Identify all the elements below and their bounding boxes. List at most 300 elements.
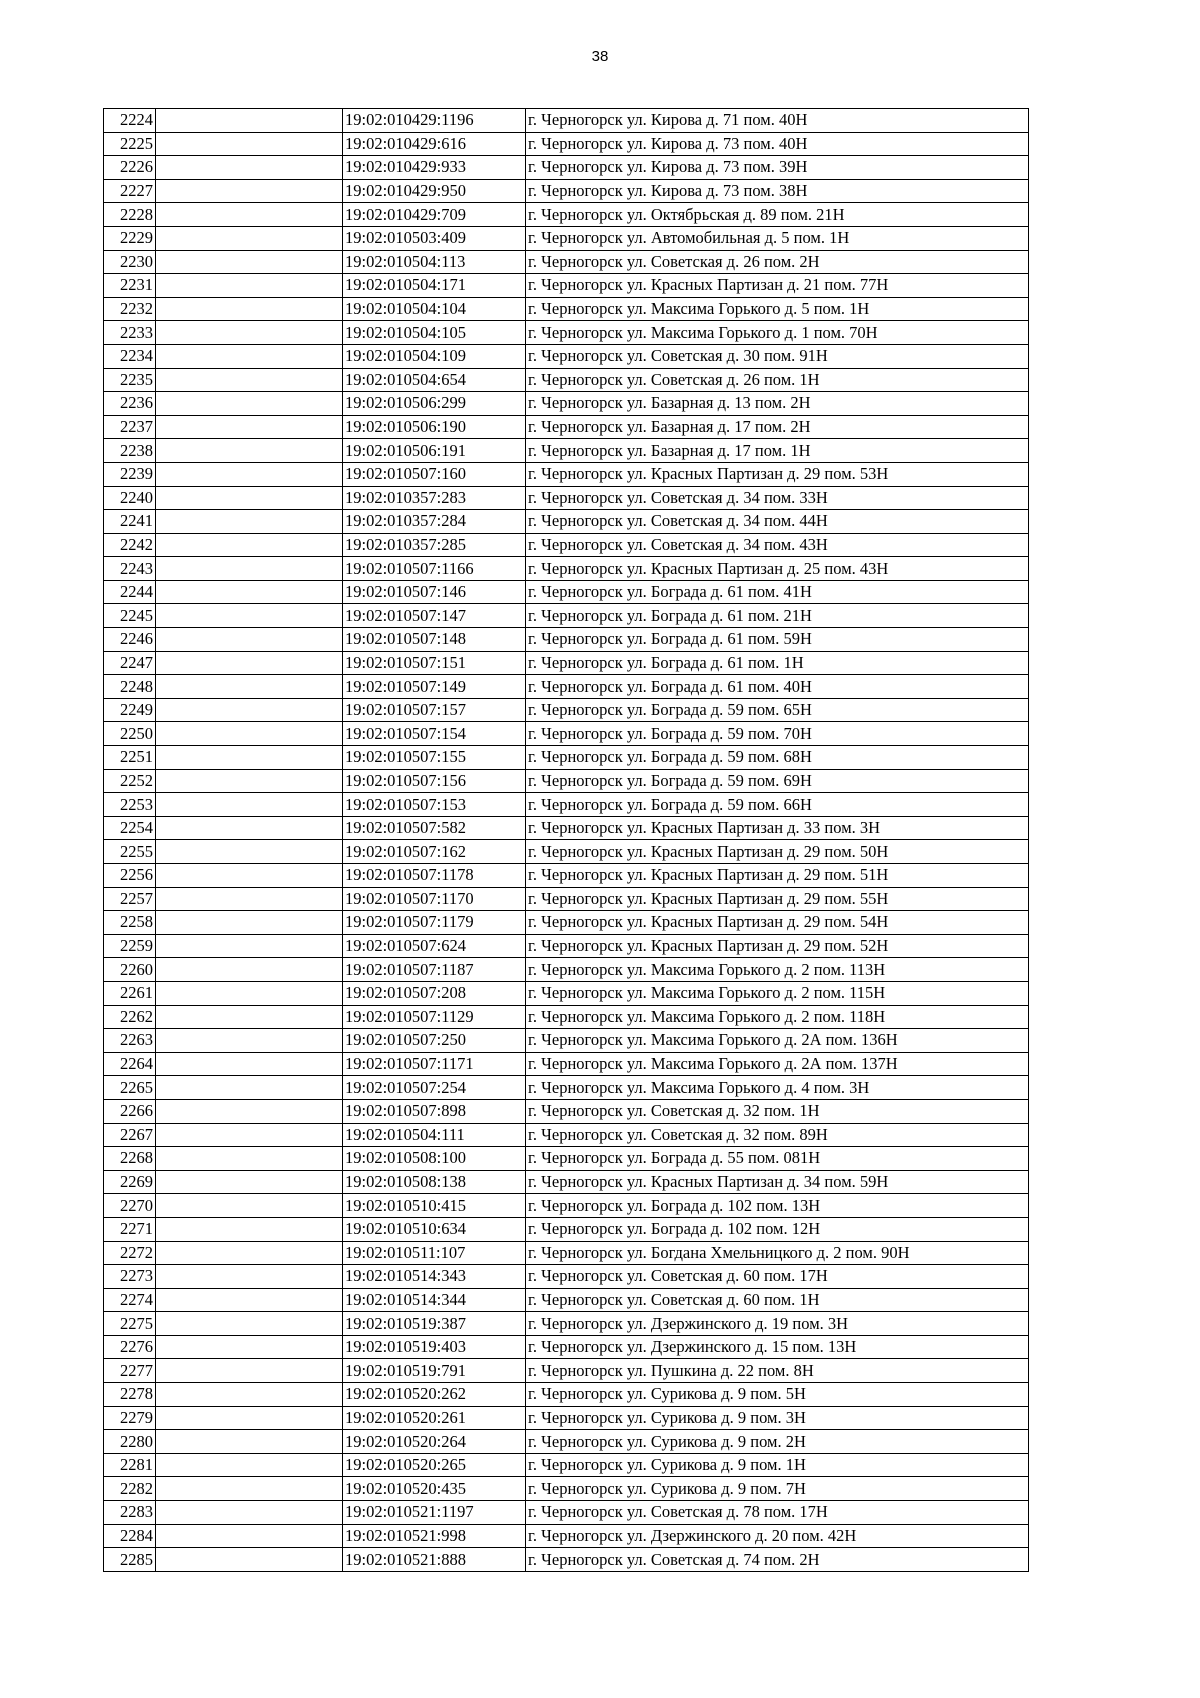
address-cell: г. Черногорск ул. Максима Горького д. 2 пом. 115Н <box>526 981 1029 1005</box>
table-row <box>104 226 1029 250</box>
row-number-cell: 2273 <box>104 1265 156 1289</box>
address-cell: г. Черногорск ул. Дзержинского д. 15 пом. 13Н <box>526 1335 1029 1359</box>
property-table <box>103 108 1029 1572</box>
table-row <box>104 179 1029 203</box>
row-number-cell: 2279 <box>104 1406 156 1430</box>
cadastral-number-cell: 19:02:010507:582 <box>343 816 526 840</box>
table-row <box>104 321 1029 345</box>
row-number-cell: 2241 <box>104 510 156 534</box>
row-number-cell: 2224 <box>104 109 156 133</box>
row-number-cell: 2260 <box>104 958 156 982</box>
address-cell: г. Черногорск ул. Дзержинского д. 19 пом. 3Н <box>526 1312 1029 1336</box>
table-row <box>104 1453 1029 1477</box>
blank-cell <box>156 1076 343 1100</box>
table-row <box>104 1312 1029 1336</box>
cadastral-number-cell: 19:02:010507:147 <box>343 604 526 628</box>
row-number-cell: 2237 <box>104 415 156 439</box>
row-number-cell: 2248 <box>104 675 156 699</box>
cadastral-number-cell: 19:02:010521:888 <box>343 1548 526 1572</box>
blank-cell <box>156 1029 343 1053</box>
cadastral-number-cell: 19:02:010429:950 <box>343 179 526 203</box>
table-row <box>104 1335 1029 1359</box>
table-row <box>104 344 1029 368</box>
cadastral-number-cell: 19:02:010429:709 <box>343 203 526 227</box>
cadastral-number-cell: 19:02:010507:898 <box>343 1099 526 1123</box>
blank-cell <box>156 1335 343 1359</box>
cadastral-number-cell: 19:02:010507:1129 <box>343 1005 526 1029</box>
blank-cell <box>156 1052 343 1076</box>
address-cell: г. Черногорск ул. Дзержинского д. 20 пом. 42Н <box>526 1524 1029 1548</box>
blank-cell <box>156 179 343 203</box>
address-cell: г. Черногорск ул. Бограда д. 102 пом. 12Н <box>526 1217 1029 1241</box>
table-row <box>104 439 1029 463</box>
blank-cell <box>156 368 343 392</box>
table-row <box>104 250 1029 274</box>
blank-cell <box>156 1406 343 1430</box>
row-number-cell: 2271 <box>104 1217 156 1241</box>
table-row <box>104 1359 1029 1383</box>
blank-cell <box>156 462 343 486</box>
row-number-cell: 2285 <box>104 1548 156 1572</box>
row-number-cell: 2278 <box>104 1383 156 1407</box>
blank-cell <box>156 392 343 416</box>
blank-cell <box>156 604 343 628</box>
cadastral-number-cell: 19:02:010514:344 <box>343 1288 526 1312</box>
cadastral-number-cell: 19:02:010504:171 <box>343 274 526 298</box>
table-row <box>104 864 1029 888</box>
cadastral-number-cell: 19:02:010519:387 <box>343 1312 526 1336</box>
table-row <box>104 510 1029 534</box>
address-cell: г. Черногорск ул. Бограда д. 61 пом. 41Н <box>526 580 1029 604</box>
cadastral-number-cell: 19:02:010507:156 <box>343 769 526 793</box>
address-cell: г. Черногорск ул. Красных Партизан д. 21 пом. 77Н <box>526 274 1029 298</box>
table-row <box>104 132 1029 156</box>
blank-cell <box>156 510 343 534</box>
address-cell: г. Черногорск ул. Бограда д. 102 пом. 13Н <box>526 1194 1029 1218</box>
table-row <box>104 1477 1029 1501</box>
blank-cell <box>156 156 343 180</box>
row-number-cell: 2235 <box>104 368 156 392</box>
address-cell: г. Черногорск ул. Красных Партизан д. 29 пом. 51Н <box>526 864 1029 888</box>
row-number-cell: 2252 <box>104 769 156 793</box>
blank-cell <box>156 981 343 1005</box>
table-row <box>104 156 1029 180</box>
cadastral-number-cell: 19:02:010503:409 <box>343 226 526 250</box>
table-row <box>104 1241 1029 1265</box>
cadastral-number-cell: 19:02:010519:403 <box>343 1335 526 1359</box>
cadastral-number-cell: 19:02:010429:1196 <box>343 109 526 133</box>
address-cell: г. Черногорск ул. Сурикова д. 9 пом. 7Н <box>526 1477 1029 1501</box>
cadastral-number-cell: 19:02:010510:415 <box>343 1194 526 1218</box>
row-number-cell: 2270 <box>104 1194 156 1218</box>
address-cell: г. Черногорск ул. Сурикова д. 9 пом. 2Н <box>526 1430 1029 1454</box>
table-row <box>104 415 1029 439</box>
table-row <box>104 1265 1029 1289</box>
row-number-cell: 2277 <box>104 1359 156 1383</box>
address-cell: г. Черногорск ул. Базарная д. 17 пом. 1Н <box>526 439 1029 463</box>
cadastral-number-cell: 19:02:010507:157 <box>343 698 526 722</box>
cadastral-number-cell: 19:02:010507:160 <box>343 462 526 486</box>
blank-cell <box>156 1241 343 1265</box>
address-cell: г. Черногорск ул. Автомобильная д. 5 пом. 1Н <box>526 226 1029 250</box>
row-number-cell: 2266 <box>104 1099 156 1123</box>
row-number-cell: 2272 <box>104 1241 156 1265</box>
row-number-cell: 2236 <box>104 392 156 416</box>
address-cell: г. Черногорск ул. Кирова д. 73 пом. 38Н <box>526 179 1029 203</box>
cadastral-number-cell: 19:02:010507:146 <box>343 580 526 604</box>
row-number-cell: 2261 <box>104 981 156 1005</box>
blank-cell <box>156 344 343 368</box>
blank-cell <box>156 746 343 770</box>
table-row <box>104 911 1029 935</box>
blank-cell <box>156 1170 343 1194</box>
cadastral-number-cell: 19:02:010429:933 <box>343 156 526 180</box>
cadastral-number-cell: 19:02:010507:155 <box>343 746 526 770</box>
blank-cell <box>156 1005 343 1029</box>
row-number-cell: 2232 <box>104 297 156 321</box>
row-number-cell: 2274 <box>104 1288 156 1312</box>
blank-cell <box>156 1265 343 1289</box>
row-number-cell: 2282 <box>104 1477 156 1501</box>
table-row <box>104 604 1029 628</box>
address-cell: г. Черногорск ул. Красных Партизан д. 29 пом. 50Н <box>526 840 1029 864</box>
table-row <box>104 651 1029 675</box>
address-cell: г. Черногорск ул. Бограда д. 59 пом. 69Н <box>526 769 1029 793</box>
address-cell: г. Черногорск ул. Красных Партизан д. 29 пом. 54Н <box>526 911 1029 935</box>
table-row <box>104 203 1029 227</box>
address-cell: г. Черногорск ул. Советская д. 26 пом. 2Н <box>526 250 1029 274</box>
blank-cell <box>156 250 343 274</box>
address-cell: г. Черногорск ул. Красных Партизан д. 29 пом. 55Н <box>526 887 1029 911</box>
table-row <box>104 1099 1029 1123</box>
cadastral-number-cell: 19:02:010520:262 <box>343 1383 526 1407</box>
table-row <box>104 580 1029 604</box>
cadastral-number-cell: 19:02:010521:1197 <box>343 1501 526 1525</box>
cadastral-number-cell: 19:02:010507:151 <box>343 651 526 675</box>
address-cell: г. Черногорск ул. Бограда д. 59 пом. 68Н <box>526 746 1029 770</box>
row-number-cell: 2283 <box>104 1501 156 1525</box>
address-cell: г. Черногорск ул. Кирова д. 73 пом. 40Н <box>526 132 1029 156</box>
page-number: 38 <box>591 48 609 65</box>
address-cell: г. Черногорск ул. Максима Горького д. 1 пом. 70Н <box>526 321 1029 345</box>
table-row <box>104 486 1029 510</box>
cadastral-number-cell: 19:02:010507:153 <box>343 793 526 817</box>
blank-cell <box>156 628 343 652</box>
row-number-cell: 2257 <box>104 887 156 911</box>
cadastral-number-cell: 19:02:010357:285 <box>343 533 526 557</box>
cadastral-number-cell: 19:02:010506:190 <box>343 415 526 439</box>
blank-cell <box>156 1288 343 1312</box>
row-number-cell: 2233 <box>104 321 156 345</box>
row-number-cell: 2242 <box>104 533 156 557</box>
blank-cell <box>156 1312 343 1336</box>
row-number-cell: 2275 <box>104 1312 156 1336</box>
cadastral-number-cell: 19:02:010507:1171 <box>343 1052 526 1076</box>
address-cell: г. Черногорск ул. Советская д. 74 пом. 2Н <box>526 1548 1029 1572</box>
row-number-cell: 2245 <box>104 604 156 628</box>
address-cell: г. Черногорск ул. Максима Горького д. 2А пом. 136Н <box>526 1029 1029 1053</box>
row-number-cell: 2247 <box>104 651 156 675</box>
cadastral-number-cell: 19:02:010504:105 <box>343 321 526 345</box>
row-number-cell: 2259 <box>104 934 156 958</box>
address-cell: г. Черногорск ул. Красных Партизан д. 34 пом. 59Н <box>526 1170 1029 1194</box>
row-number-cell: 2234 <box>104 344 156 368</box>
cadastral-number-cell: 19:02:010508:138 <box>343 1170 526 1194</box>
cadastral-number-cell: 19:02:010507:1179 <box>343 911 526 935</box>
blank-cell <box>156 1524 343 1548</box>
address-cell: г. Черногорск ул. Кирова д. 73 пом. 39Н <box>526 156 1029 180</box>
address-cell: г. Черногорск ул. Максима Горького д. 2 пом. 113Н <box>526 958 1029 982</box>
row-number-cell: 2258 <box>104 911 156 935</box>
row-number-cell: 2228 <box>104 203 156 227</box>
address-cell: г. Черногорск ул. Советская д. 78 пом. 17Н <box>526 1501 1029 1525</box>
blank-cell <box>156 557 343 581</box>
row-number-cell: 2253 <box>104 793 156 817</box>
table-row <box>104 1406 1029 1430</box>
address-cell: г. Черногорск ул. Красных Партизан д. 33 пом. 3Н <box>526 816 1029 840</box>
address-cell: г. Черногорск ул. Бограда д. 61 пом. 40Н <box>526 675 1029 699</box>
blank-cell <box>156 1194 343 1218</box>
table-row <box>104 958 1029 982</box>
cadastral-number-cell: 19:02:010507:624 <box>343 934 526 958</box>
table-row <box>104 1288 1029 1312</box>
table-row <box>104 109 1029 133</box>
address-cell: г. Черногорск ул. Октябрьская д. 89 пом. 21Н <box>526 203 1029 227</box>
address-cell: г. Черногорск ул. Максима Горького д. 2А пом. 137Н <box>526 1052 1029 1076</box>
address-cell: г. Черногорск ул. Бограда д. 55 пом. 081Н <box>526 1147 1029 1171</box>
blank-cell <box>156 651 343 675</box>
row-number-cell: 2268 <box>104 1147 156 1171</box>
row-number-cell: 2262 <box>104 1005 156 1029</box>
row-number-cell: 2225 <box>104 132 156 156</box>
address-cell: г. Черногорск ул. Советская д. 60 пом. 17Н <box>526 1265 1029 1289</box>
row-number-cell: 2251 <box>104 746 156 770</box>
table-row <box>104 368 1029 392</box>
row-number-cell: 2267 <box>104 1123 156 1147</box>
address-cell: г. Черногорск ул. Бограда д. 59 пом. 70Н <box>526 722 1029 746</box>
row-number-cell: 2265 <box>104 1076 156 1100</box>
address-cell: г. Черногорск ул. Пушкина д. 22 пом. 8Н <box>526 1359 1029 1383</box>
row-number-cell: 2264 <box>104 1052 156 1076</box>
blank-cell <box>156 439 343 463</box>
blank-cell <box>156 840 343 864</box>
cadastral-number-cell: 19:02:010507:1166 <box>343 557 526 581</box>
address-cell: г. Черногорск ул. Советская д. 34 пом. 43Н <box>526 533 1029 557</box>
blank-cell <box>156 533 343 557</box>
row-number-cell: 2280 <box>104 1430 156 1454</box>
table-row <box>104 1170 1029 1194</box>
address-cell: г. Черногорск ул. Богдана Хмельницкого д. 2 пом. 90Н <box>526 1241 1029 1265</box>
table-row <box>104 297 1029 321</box>
address-cell: г. Черногорск ул. Советская д. 34 пом. 33Н <box>526 486 1029 510</box>
cadastral-number-cell: 19:02:010521:998 <box>343 1524 526 1548</box>
cadastral-number-cell: 19:02:010507:254 <box>343 1076 526 1100</box>
row-number-cell: 2243 <box>104 557 156 581</box>
table-row <box>104 746 1029 770</box>
address-cell: г. Черногорск ул. Красных Партизан д. 29 пом. 53Н <box>526 462 1029 486</box>
row-number-cell: 2246 <box>104 628 156 652</box>
blank-cell <box>156 226 343 250</box>
blank-cell <box>156 1501 343 1525</box>
blank-cell <box>156 934 343 958</box>
table-row <box>104 887 1029 911</box>
table-body <box>104 109 1029 1572</box>
blank-cell <box>156 722 343 746</box>
row-number-cell: 2227 <box>104 179 156 203</box>
blank-cell <box>156 297 343 321</box>
blank-cell <box>156 864 343 888</box>
blank-cell <box>156 1477 343 1501</box>
row-number-cell: 2284 <box>104 1524 156 1548</box>
blank-cell <box>156 274 343 298</box>
address-cell: г. Черногорск ул. Кирова д. 71 пом. 40Н <box>526 109 1029 133</box>
address-cell: г. Черногорск ул. Бограда д. 59 пом. 65Н <box>526 698 1029 722</box>
row-number-cell: 2249 <box>104 698 156 722</box>
row-number-cell: 2229 <box>104 226 156 250</box>
row-number-cell: 2240 <box>104 486 156 510</box>
table-row <box>104 1076 1029 1100</box>
table-row <box>104 675 1029 699</box>
table-row <box>104 722 1029 746</box>
address-cell: г. Черногорск ул. Советская д. 30 пом. 91Н <box>526 344 1029 368</box>
row-number-cell: 2239 <box>104 462 156 486</box>
cadastral-number-cell: 19:02:010507:1178 <box>343 864 526 888</box>
cadastral-number-cell: 19:02:010357:283 <box>343 486 526 510</box>
table-row <box>104 1029 1029 1053</box>
blank-cell <box>156 132 343 156</box>
table-row <box>104 769 1029 793</box>
blank-cell <box>156 1359 343 1383</box>
row-number-cell: 2269 <box>104 1170 156 1194</box>
cadastral-number-cell: 19:02:010357:284 <box>343 510 526 534</box>
address-cell: г. Черногорск ул. Бограда д. 61 пом. 59Н <box>526 628 1029 652</box>
cadastral-number-cell: 19:02:010507:154 <box>343 722 526 746</box>
blank-cell <box>156 769 343 793</box>
table-row <box>104 1005 1029 1029</box>
blank-cell <box>156 1217 343 1241</box>
table-row <box>104 1147 1029 1171</box>
cadastral-number-cell: 19:02:010506:299 <box>343 392 526 416</box>
blank-cell <box>156 1383 343 1407</box>
table-row <box>104 1217 1029 1241</box>
row-number-cell: 2250 <box>104 722 156 746</box>
blank-cell <box>156 887 343 911</box>
blank-cell <box>156 1099 343 1123</box>
row-number-cell: 2263 <box>104 1029 156 1053</box>
address-cell: г. Черногорск ул. Бограда д. 59 пом. 66Н <box>526 793 1029 817</box>
row-number-cell: 2230 <box>104 250 156 274</box>
address-cell: г. Черногорск ул. Советская д. 26 пом. 1Н <box>526 368 1029 392</box>
address-cell: г. Черногорск ул. Сурикова д. 9 пом. 5Н <box>526 1383 1029 1407</box>
row-number-cell: 2281 <box>104 1453 156 1477</box>
table-row <box>104 1052 1029 1076</box>
blank-cell <box>156 1147 343 1171</box>
cadastral-number-cell: 19:02:010507:1187 <box>343 958 526 982</box>
cadastral-number-cell: 19:02:010511:107 <box>343 1241 526 1265</box>
cadastral-number-cell: 19:02:010520:264 <box>343 1430 526 1454</box>
cadastral-number-cell: 19:02:010507:148 <box>343 628 526 652</box>
address-cell: г. Черногорск ул. Советская д. 32 пом. 89Н <box>526 1123 1029 1147</box>
cadastral-number-cell: 19:02:010504:654 <box>343 368 526 392</box>
cadastral-number-cell: 19:02:010507:208 <box>343 981 526 1005</box>
row-number-cell: 2238 <box>104 439 156 463</box>
address-cell: г. Черногорск ул. Советская д. 60 пом. 1Н <box>526 1288 1029 1312</box>
blank-cell <box>156 1548 343 1572</box>
cadastral-number-cell: 19:02:010429:616 <box>343 132 526 156</box>
row-number-cell: 2231 <box>104 274 156 298</box>
blank-cell <box>156 486 343 510</box>
blank-cell <box>156 1123 343 1147</box>
blank-cell <box>156 958 343 982</box>
table-row <box>104 840 1029 864</box>
blank-cell <box>156 203 343 227</box>
blank-cell <box>156 816 343 840</box>
table-row <box>104 274 1029 298</box>
address-cell: г. Черногорск ул. Красных Партизан д. 29 пом. 52Н <box>526 934 1029 958</box>
table-row <box>104 628 1029 652</box>
cadastral-number-cell: 19:02:010510:634 <box>343 1217 526 1241</box>
address-cell: г. Черногорск ул. Сурикова д. 9 пом. 1Н <box>526 1453 1029 1477</box>
table-row <box>104 1123 1029 1147</box>
table-row <box>104 1194 1029 1218</box>
table-row <box>104 981 1029 1005</box>
cadastral-number-cell: 19:02:010514:343 <box>343 1265 526 1289</box>
blank-cell <box>156 321 343 345</box>
cadastral-number-cell: 19:02:010508:100 <box>343 1147 526 1171</box>
row-number-cell: 2256 <box>104 864 156 888</box>
cadastral-number-cell: 19:02:010504:104 <box>343 297 526 321</box>
address-cell: г. Черногорск ул. Сурикова д. 9 пом. 3Н <box>526 1406 1029 1430</box>
blank-cell <box>156 1430 343 1454</box>
cadastral-number-cell: 19:02:010507:250 <box>343 1029 526 1053</box>
table-row <box>104 1548 1029 1572</box>
blank-cell <box>156 911 343 935</box>
address-cell: г. Черногорск ул. Максима Горького д. 4 пом. 3Н <box>526 1076 1029 1100</box>
table-row <box>104 392 1029 416</box>
cadastral-number-cell: 19:02:010504:109 <box>343 344 526 368</box>
cadastral-number-cell: 19:02:010506:191 <box>343 439 526 463</box>
table-row <box>104 533 1029 557</box>
cadastral-number-cell: 19:02:010520:261 <box>343 1406 526 1430</box>
table-row <box>104 1501 1029 1525</box>
cadastral-number-cell: 19:02:010507:162 <box>343 840 526 864</box>
row-number-cell: 2254 <box>104 816 156 840</box>
address-cell: г. Черногорск ул. Советская д. 34 пом. 44Н <box>526 510 1029 534</box>
table-row <box>104 1383 1029 1407</box>
cadastral-number-cell: 19:02:010507:1170 <box>343 887 526 911</box>
blank-cell <box>156 793 343 817</box>
table-row <box>104 793 1029 817</box>
table-row <box>104 557 1029 581</box>
blank-cell <box>156 698 343 722</box>
cadastral-number-cell: 19:02:010504:113 <box>343 250 526 274</box>
row-number-cell: 2244 <box>104 580 156 604</box>
cadastral-number-cell: 19:02:010520:435 <box>343 1477 526 1501</box>
address-cell: г. Черногорск ул. Базарная д. 17 пом. 2Н <box>526 415 1029 439</box>
cadastral-number-cell: 19:02:010519:791 <box>343 1359 526 1383</box>
blank-cell <box>156 1453 343 1477</box>
table-row <box>104 1430 1029 1454</box>
address-cell: г. Черногорск ул. Максима Горького д. 5 пом. 1Н <box>526 297 1029 321</box>
row-number-cell: 2255 <box>104 840 156 864</box>
cadastral-number-cell: 19:02:010504:111 <box>343 1123 526 1147</box>
address-cell: г. Черногорск ул. Красных Партизан д. 25 пом. 43Н <box>526 557 1029 581</box>
address-cell: г. Черногорск ул. Советская д. 32 пом. 1Н <box>526 1099 1029 1123</box>
blank-cell <box>156 580 343 604</box>
blank-cell <box>156 675 343 699</box>
table-row <box>104 816 1029 840</box>
row-number-cell: 2276 <box>104 1335 156 1359</box>
